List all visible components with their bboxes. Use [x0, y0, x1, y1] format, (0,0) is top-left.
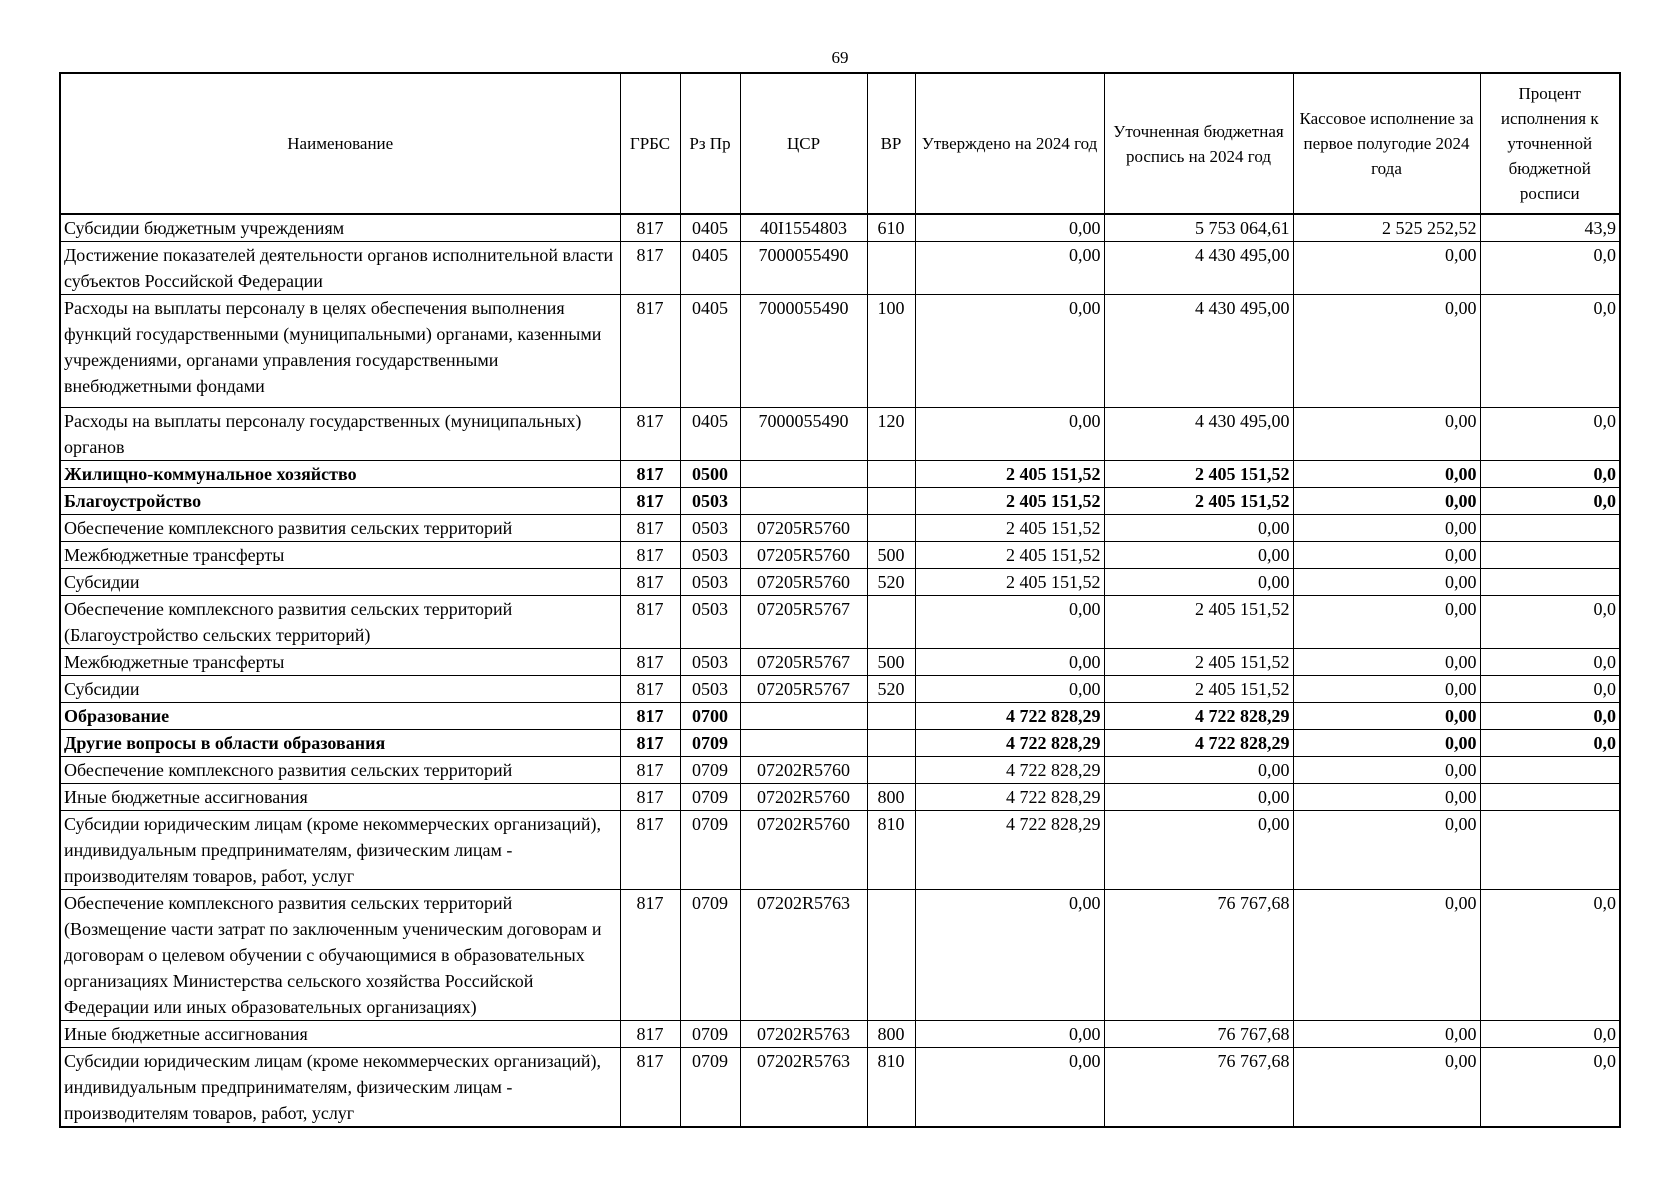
cell-approved: 0,00: [915, 242, 1104, 295]
cell-rzpr: 0503: [680, 515, 740, 542]
cell-rzpr: 0405: [680, 408, 740, 461]
cell-name: Образование: [60, 703, 620, 730]
cell-csr: 7000055490: [740, 295, 867, 408]
cell-cash: 0,00: [1293, 703, 1480, 730]
cell-csr: 07202R5760: [740, 757, 867, 784]
cell-cash: 0,00: [1293, 890, 1480, 1021]
cell-csr: 40I1554803: [740, 214, 867, 242]
cell-cash: 0,00: [1293, 515, 1480, 542]
cell-percent: 0,0: [1480, 242, 1620, 295]
cell-revised: 2 405 151,52: [1104, 488, 1293, 515]
cell-grbs: 817: [620, 784, 680, 811]
cell-cash: 0,00: [1293, 242, 1480, 295]
cell-rzpr: 0405: [680, 242, 740, 295]
header-percent: Процент исполнения к уточненной бюджетной росписи: [1480, 73, 1620, 214]
cell-grbs: 817: [620, 1021, 680, 1048]
cell-revised: 4 430 495,00: [1104, 408, 1293, 461]
cell-grbs: 817: [620, 408, 680, 461]
cell-grbs: 817: [620, 515, 680, 542]
cell-rzpr: 0709: [680, 1048, 740, 1128]
cell-rzpr: 0503: [680, 676, 740, 703]
cell-grbs: 817: [620, 461, 680, 488]
cell-approved: 0,00: [915, 1021, 1104, 1048]
cell-grbs: 817: [620, 676, 680, 703]
table-row: [60, 542, 1620, 569]
cell-cash: 0,00: [1293, 488, 1480, 515]
cell-cash: 0,00: [1293, 784, 1480, 811]
cell-revised: 0,00: [1104, 542, 1293, 569]
cell-approved: 0,00: [915, 295, 1104, 408]
cell-percent: [1480, 757, 1620, 784]
table-row: [60, 703, 1620, 730]
cell-rzpr: 0709: [680, 1021, 740, 1048]
cell-csr: [740, 703, 867, 730]
cell-name: Межбюджетные трансферты: [60, 649, 620, 676]
cell-approved: 0,00: [915, 214, 1104, 242]
cell-csr: 07205R5760: [740, 515, 867, 542]
cell-csr: 07202R5763: [740, 890, 867, 1021]
cell-name: Субсидии бюджетным учреждениям: [60, 214, 620, 242]
cell-approved: 0,00: [915, 596, 1104, 649]
cell-approved: 4 722 828,29: [915, 703, 1104, 730]
table-row: [60, 730, 1620, 757]
table-row: [60, 811, 1620, 890]
cell-vr: 520: [867, 569, 915, 596]
cell-approved: 4 722 828,29: [915, 811, 1104, 890]
cell-csr: 07202R5763: [740, 1021, 867, 1048]
cell-approved: 0,00: [915, 676, 1104, 703]
cell-cash: 0,00: [1293, 295, 1480, 408]
cell-revised: 4 722 828,29: [1104, 730, 1293, 757]
header-revised: Уточненная бюджетная роспись на 2024 год: [1104, 73, 1293, 214]
cell-approved: 2 405 151,52: [915, 488, 1104, 515]
cell-revised: 4 722 828,29: [1104, 703, 1293, 730]
cell-cash: 0,00: [1293, 1048, 1480, 1128]
cell-approved: 4 722 828,29: [915, 730, 1104, 757]
table-row: [60, 784, 1620, 811]
table-row: [60, 295, 1620, 408]
cell-percent: [1480, 542, 1620, 569]
cell-name: Обеспечение комплексного развития сельских территорий: [60, 515, 620, 542]
cell-vr: 500: [867, 542, 915, 569]
cell-rzpr: 0500: [680, 461, 740, 488]
header-csr: ЦСР: [740, 73, 867, 214]
cell-revised: 0,00: [1104, 515, 1293, 542]
cell-vr: 520: [867, 676, 915, 703]
table-row: [60, 1021, 1620, 1048]
cell-vr: 800: [867, 784, 915, 811]
table-row: [60, 461, 1620, 488]
cell-revised: 0,00: [1104, 569, 1293, 596]
cell-grbs: 817: [620, 596, 680, 649]
cell-approved: 0,00: [915, 408, 1104, 461]
cell-rzpr: 0503: [680, 596, 740, 649]
table-row: [60, 1048, 1620, 1128]
cell-name: Жилищно-коммунальное хозяйство: [60, 461, 620, 488]
cell-name: Обеспечение комплексного развития сельских территорий (Возмещение части затрат по заключенным ученическим договорам и договорам о целевом обучении с обучающимися в образовательных организациях Министерства сельского хозяйства Российской Федерации или иных образовательных организациях): [60, 890, 620, 1021]
cell-percent: 0,0: [1480, 1048, 1620, 1128]
cell-rzpr: 0405: [680, 214, 740, 242]
cell-percent: 0,0: [1480, 295, 1620, 408]
cell-percent: 0,0: [1480, 890, 1620, 1021]
cell-vr: 810: [867, 811, 915, 890]
cell-rzpr: 0709: [680, 890, 740, 1021]
cell-cash: 0,00: [1293, 811, 1480, 890]
table-row: [60, 757, 1620, 784]
cell-vr: 800: [867, 1021, 915, 1048]
cell-approved: 2 405 151,52: [915, 569, 1104, 596]
cell-name: Обеспечение комплексного развития сельских территорий (Благоустройство сельских территорий): [60, 596, 620, 649]
cell-csr: 07202R5763: [740, 1048, 867, 1128]
cell-cash: 0,00: [1293, 1021, 1480, 1048]
table-row: [60, 890, 1620, 1021]
cell-approved: 4 722 828,29: [915, 784, 1104, 811]
cell-csr: 07205R5767: [740, 649, 867, 676]
cell-vr: [867, 488, 915, 515]
cell-vr: 500: [867, 649, 915, 676]
cell-percent: [1480, 811, 1620, 890]
cell-vr: 610: [867, 214, 915, 242]
cell-cash: 0,00: [1293, 408, 1480, 461]
cell-cash: 0,00: [1293, 649, 1480, 676]
cell-cash: 2 525 252,52: [1293, 214, 1480, 242]
table-row: [60, 649, 1620, 676]
cell-vr: [867, 757, 915, 784]
cell-revised: 2 405 151,52: [1104, 676, 1293, 703]
cell-cash: 0,00: [1293, 730, 1480, 757]
cell-rzpr: 0405: [680, 295, 740, 408]
cell-csr: 07202R5760: [740, 784, 867, 811]
table-body: [60, 214, 1620, 1127]
cell-grbs: 817: [620, 757, 680, 784]
cell-approved: 0,00: [915, 1048, 1104, 1128]
cell-vr: [867, 703, 915, 730]
cell-cash: 0,00: [1293, 596, 1480, 649]
cell-csr: [740, 461, 867, 488]
cell-csr: 07205R5767: [740, 676, 867, 703]
header-cash: Кассовое исполнение за первое полугодие 2024 года: [1293, 73, 1480, 214]
cell-name: Субсидии: [60, 569, 620, 596]
cell-name: Субсидии: [60, 676, 620, 703]
cell-percent: 0,0: [1480, 488, 1620, 515]
cell-vr: 100: [867, 295, 915, 408]
cell-grbs: 817: [620, 569, 680, 596]
cell-rzpr: 0709: [680, 757, 740, 784]
cell-name: Субсидии юридическим лицам (кроме некоммерческих организаций), индивидуальным предпринимателям, физическим лицам - производителям товаров, работ, услуг: [60, 1048, 620, 1128]
cell-vr: [867, 461, 915, 488]
cell-grbs: 817: [620, 890, 680, 1021]
cell-vr: 810: [867, 1048, 915, 1128]
cell-csr: 7000055490: [740, 408, 867, 461]
cell-revised: 2 405 151,52: [1104, 649, 1293, 676]
header-vr: ВР: [867, 73, 915, 214]
table-row: [60, 242, 1620, 295]
cell-cash: 0,00: [1293, 542, 1480, 569]
cell-csr: 07205R5767: [740, 596, 867, 649]
cell-revised: 4 430 495,00: [1104, 242, 1293, 295]
cell-vr: [867, 890, 915, 1021]
cell-revised: 0,00: [1104, 811, 1293, 890]
cell-percent: [1480, 569, 1620, 596]
cell-csr: 07205R5760: [740, 569, 867, 596]
table-row: [60, 676, 1620, 703]
cell-rzpr: 0503: [680, 569, 740, 596]
table-row: [60, 214, 1620, 242]
cell-name: Благоустройство: [60, 488, 620, 515]
cell-revised: 0,00: [1104, 757, 1293, 784]
cell-approved: 2 405 151,52: [915, 461, 1104, 488]
header-name: Наименование: [60, 73, 620, 214]
cell-approved: 2 405 151,52: [915, 542, 1104, 569]
cell-csr: 07205R5760: [740, 542, 867, 569]
cell-grbs: 817: [620, 242, 680, 295]
page-number: 69: [831, 48, 849, 67]
cell-cash: 0,00: [1293, 569, 1480, 596]
table-row: [60, 488, 1620, 515]
cell-revised: 2 405 151,52: [1104, 596, 1293, 649]
cell-cash: 0,00: [1293, 757, 1480, 784]
cell-name: Иные бюджетные ассигнования: [60, 784, 620, 811]
cell-revised: 2 405 151,52: [1104, 461, 1293, 488]
cell-revised: 0,00: [1104, 784, 1293, 811]
cell-approved: 2 405 151,52: [915, 515, 1104, 542]
cell-percent: 0,0: [1480, 649, 1620, 676]
cell-vr: [867, 242, 915, 295]
cell-rzpr: 0700: [680, 703, 740, 730]
cell-cash: 0,00: [1293, 461, 1480, 488]
table-row: [60, 569, 1620, 596]
cell-grbs: 817: [620, 542, 680, 569]
cell-percent: 0,0: [1480, 408, 1620, 461]
cell-percent: 0,0: [1480, 703, 1620, 730]
cell-csr: 7000055490: [740, 242, 867, 295]
cell-vr: 120: [867, 408, 915, 461]
cell-percent: 0,0: [1480, 676, 1620, 703]
cell-revised: 76 767,68: [1104, 1021, 1293, 1048]
header-approved: Утверждено на 2024 год: [915, 73, 1104, 214]
cell-approved: 4 722 828,29: [915, 757, 1104, 784]
cell-rzpr: 0709: [680, 730, 740, 757]
cell-revised: 5 753 064,61: [1104, 214, 1293, 242]
cell-name: Другие вопросы в области образования: [60, 730, 620, 757]
cell-csr: [740, 730, 867, 757]
cell-grbs: 817: [620, 488, 680, 515]
cell-grbs: 817: [620, 295, 680, 408]
cell-revised: 4 430 495,00: [1104, 295, 1293, 408]
cell-revised: 76 767,68: [1104, 1048, 1293, 1128]
cell-name: Обеспечение комплексного развития сельских территорий: [60, 757, 620, 784]
header-rzpr: Рз Пр: [680, 73, 740, 214]
cell-name: Субсидии юридическим лицам (кроме некоммерческих организаций), индивидуальным предпринимателям, физическим лицам - производителям товаров, работ, услуг: [60, 811, 620, 890]
cell-percent: 0,0: [1480, 596, 1620, 649]
cell-cash: 0,00: [1293, 676, 1480, 703]
cell-vr: [867, 730, 915, 757]
cell-name: Достижение показателей деятельности органов исполнительной власти субъектов Российской Федерации: [60, 242, 620, 295]
cell-approved: 0,00: [915, 890, 1104, 1021]
cell-grbs: 817: [620, 649, 680, 676]
cell-grbs: 817: [620, 730, 680, 757]
cell-name: Межбюджетные трансферты: [60, 542, 620, 569]
cell-approved: 0,00: [915, 649, 1104, 676]
cell-percent: 0,0: [1480, 461, 1620, 488]
cell-name: Иные бюджетные ассигнования: [60, 1021, 620, 1048]
cell-grbs: 817: [620, 1048, 680, 1128]
cell-percent: [1480, 784, 1620, 811]
cell-rzpr: 0709: [680, 784, 740, 811]
cell-vr: [867, 596, 915, 649]
cell-rzpr: 0503: [680, 649, 740, 676]
budget-table: [59, 72, 1621, 1128]
cell-grbs: 817: [620, 214, 680, 242]
cell-percent: 43,9: [1480, 214, 1620, 242]
cell-csr: [740, 488, 867, 515]
table-row: [60, 596, 1620, 649]
cell-rzpr: 0709: [680, 811, 740, 890]
cell-name: Расходы на выплаты персоналу в целях обеспечения выполнения функций государственными (муниципальными) органами, казенными учреждениями, органами управления государственными внебюджетными фондами: [60, 295, 620, 408]
table-row: [60, 408, 1620, 461]
header-grbs: ГРБС: [620, 73, 680, 214]
cell-csr: 07202R5760: [740, 811, 867, 890]
cell-rzpr: 0503: [680, 488, 740, 515]
cell-grbs: 817: [620, 811, 680, 890]
cell-grbs: 817: [620, 703, 680, 730]
cell-percent: 0,0: [1480, 730, 1620, 757]
table-header-row: [60, 73, 1620, 214]
cell-revised: 76 767,68: [1104, 890, 1293, 1021]
cell-vr: [867, 515, 915, 542]
cell-name: Расходы на выплаты персоналу государственных (муниципальных) органов: [60, 408, 620, 461]
cell-percent: [1480, 515, 1620, 542]
table-row: [60, 515, 1620, 542]
cell-rzpr: 0503: [680, 542, 740, 569]
cell-percent: 0,0: [1480, 1021, 1620, 1048]
